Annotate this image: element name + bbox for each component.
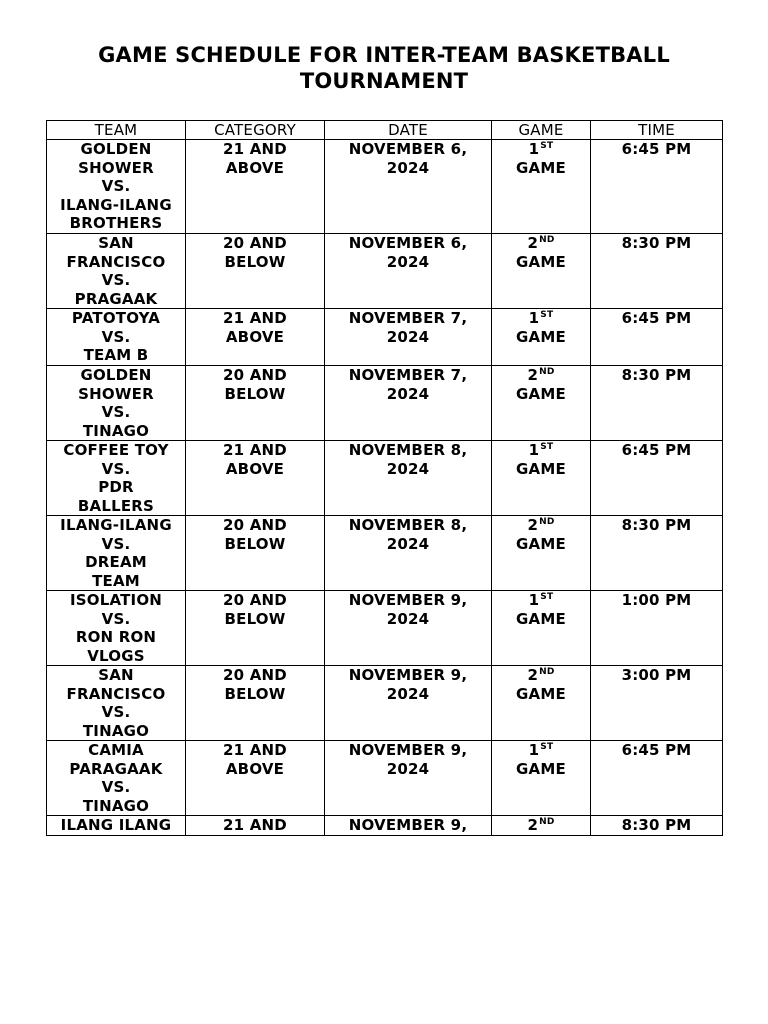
date-cell xyxy=(325,666,492,741)
team-line: ILANG-ILANG xyxy=(60,195,172,214)
game-ordinal-suffix: ST xyxy=(540,442,554,452)
game-cell xyxy=(492,441,591,516)
date-line: 2024 xyxy=(386,158,430,177)
category-cell xyxy=(186,666,325,741)
date-line: 2024 xyxy=(386,384,430,403)
team-line: TINAGO xyxy=(82,421,150,440)
table-row xyxy=(47,441,723,516)
game-number: 1 xyxy=(528,309,540,327)
team-cell xyxy=(47,309,186,366)
team-cell xyxy=(47,816,186,836)
date-line: NOVEMBER 9, xyxy=(348,666,468,684)
team-line: VS. xyxy=(101,778,131,796)
team-line: PATOTOYA xyxy=(71,309,161,327)
team-line: PRAGAAK xyxy=(74,289,158,308)
category-cell xyxy=(186,140,325,234)
game-ordinal-suffix: ST xyxy=(540,592,554,602)
date-line: NOVEMBER 9, xyxy=(348,816,468,834)
game-number: 1 xyxy=(528,140,540,158)
game-word: GAME xyxy=(516,459,566,478)
game-ordinal-suffix: ST xyxy=(540,141,554,151)
game-number: 2 xyxy=(527,516,539,534)
category-line: ABOVE xyxy=(225,158,285,177)
game-number: 1 xyxy=(528,741,540,759)
time-cell: 6:45 PM xyxy=(591,441,723,516)
date-cell xyxy=(325,741,492,816)
category-line: BELOW xyxy=(224,684,286,703)
date-cell xyxy=(325,234,492,309)
date-cell xyxy=(325,516,492,591)
table-row xyxy=(47,309,723,366)
game-word: GAME xyxy=(516,158,566,177)
team-line: VS. xyxy=(101,534,131,553)
game-ordinal-suffix: ND xyxy=(539,517,555,527)
category-cell xyxy=(186,441,325,516)
team-cell xyxy=(47,516,186,591)
team-line: TINAGO xyxy=(82,796,150,815)
table-row xyxy=(47,816,723,836)
team-line: SHOWER xyxy=(78,384,154,403)
game-word: GAME xyxy=(516,327,566,346)
team-cell xyxy=(47,591,186,666)
date-cell xyxy=(325,591,492,666)
date-line: NOVEMBER 8, xyxy=(348,441,468,459)
team-line: VS. xyxy=(101,459,131,478)
header-team: TEAM xyxy=(47,121,186,140)
header-category: CATEGORY xyxy=(186,121,325,140)
team-line: GOLDEN xyxy=(80,366,152,384)
game-ordinal xyxy=(496,441,586,460)
header-date: DATE xyxy=(325,121,492,140)
game-number: 2 xyxy=(527,666,539,684)
game-ordinal xyxy=(496,816,586,835)
team-line: ISOLATION xyxy=(69,591,163,609)
game-ordinal-suffix: ND xyxy=(539,235,555,245)
category-line: 21 AND xyxy=(223,309,287,327)
game-word: GAME xyxy=(516,384,566,403)
category-line: ABOVE xyxy=(225,459,285,478)
team-line: TINAGO xyxy=(82,721,150,740)
date-line: NOVEMBER 6, xyxy=(348,140,468,158)
game-ordinal xyxy=(496,666,586,685)
team-line: VLOGS xyxy=(87,646,145,665)
page-title-line-2: TOURNAMENT xyxy=(299,69,469,93)
team-line: VS. xyxy=(101,271,131,289)
category-cell xyxy=(186,366,325,441)
team-line: COFFEE TOY xyxy=(63,441,169,459)
date-line: NOVEMBER 9, xyxy=(348,741,468,759)
time-cell: 8:30 PM xyxy=(591,366,723,441)
game-ordinal xyxy=(496,309,586,328)
game-cell xyxy=(492,741,591,816)
category-line: ABOVE xyxy=(225,327,285,346)
date-cell xyxy=(325,309,492,366)
team-line: SAN xyxy=(98,234,134,252)
game-cell xyxy=(492,816,591,836)
category-line: BELOW xyxy=(224,609,286,628)
team-line: VS. xyxy=(101,403,131,421)
category-cell xyxy=(186,816,325,836)
table-row xyxy=(47,591,723,666)
category-cell xyxy=(186,234,325,309)
game-ordinal xyxy=(496,591,586,610)
schedule-table xyxy=(46,120,723,836)
date-line: 2024 xyxy=(386,534,430,553)
table-row xyxy=(47,366,723,441)
team-line: BALLERS xyxy=(77,496,155,515)
game-ordinal-suffix: ND xyxy=(539,367,555,377)
game-cell xyxy=(492,140,591,234)
game-word: GAME xyxy=(516,252,566,271)
date-line: NOVEMBER 8, xyxy=(348,516,468,534)
game-ordinal xyxy=(496,234,586,253)
category-line: 21 AND xyxy=(223,441,287,459)
date-line: NOVEMBER 7, xyxy=(348,309,468,327)
game-ordinal xyxy=(496,741,586,760)
time-cell: 1:00 PM xyxy=(591,591,723,666)
game-cell xyxy=(492,234,591,309)
category-line: 20 AND xyxy=(223,516,287,534)
game-cell xyxy=(492,516,591,591)
category-line: 21 AND xyxy=(223,140,287,158)
game-ordinal-suffix: ND xyxy=(539,667,555,677)
date-line: 2024 xyxy=(386,327,430,346)
team-line: PARAGAAK xyxy=(69,759,163,778)
table-row xyxy=(47,741,723,816)
team-line: RON RON xyxy=(75,628,157,646)
time-cell: 6:45 PM xyxy=(591,140,723,234)
date-line: 2024 xyxy=(386,252,430,271)
category-line: BELOW xyxy=(224,384,286,403)
game-cell xyxy=(492,309,591,366)
category-line: 21 AND xyxy=(223,816,287,834)
team-cell xyxy=(47,666,186,741)
schedule-body xyxy=(47,140,723,836)
team-line: VS. xyxy=(101,177,131,195)
team-line: TEAM xyxy=(92,571,140,590)
game-number: 1 xyxy=(528,591,540,609)
category-line: BELOW xyxy=(224,534,286,553)
time-cell: 3:00 PM xyxy=(591,666,723,741)
page-title-line-1: GAME SCHEDULE FOR INTER-TEAM BASKETBALL xyxy=(98,43,670,67)
game-ordinal xyxy=(496,516,586,535)
header-game: GAME xyxy=(492,121,591,140)
game-word: GAME xyxy=(516,534,566,553)
game-number: 2 xyxy=(527,816,539,834)
time-cell: 6:45 PM xyxy=(591,309,723,366)
game-ordinal-suffix: ST xyxy=(540,310,554,320)
game-number: 2 xyxy=(527,234,539,252)
date-line: 2024 xyxy=(386,459,430,478)
date-line: NOVEMBER 6, xyxy=(348,234,468,252)
team-cell xyxy=(47,741,186,816)
game-number: 2 xyxy=(527,366,539,384)
game-cell xyxy=(492,591,591,666)
header-row xyxy=(47,121,723,140)
page-title xyxy=(40,42,728,94)
team-line: ILANG ILANG xyxy=(60,816,172,834)
team-line: VS. xyxy=(101,609,131,628)
table-row xyxy=(47,140,723,234)
category-line: 20 AND xyxy=(223,591,287,609)
date-line: 2024 xyxy=(386,609,430,628)
team-line: SAN xyxy=(98,666,134,684)
game-cell xyxy=(492,666,591,741)
team-line: BROTHERS xyxy=(69,214,163,232)
date-cell xyxy=(325,441,492,516)
team-line: FRANCISCO xyxy=(66,252,166,271)
time-cell: 8:30 PM xyxy=(591,516,723,591)
table-row xyxy=(47,666,723,741)
game-ordinal-suffix: ST xyxy=(540,742,554,752)
team-line: GOLDEN xyxy=(80,140,152,158)
category-cell xyxy=(186,309,325,366)
team-line: SHOWER xyxy=(78,158,154,177)
team-line: FRANCISCO xyxy=(66,684,166,703)
team-line: CAMIA xyxy=(88,741,144,759)
team-cell xyxy=(47,234,186,309)
category-line: 20 AND xyxy=(223,366,287,384)
game-cell xyxy=(492,366,591,441)
team-line: VS. xyxy=(101,703,131,721)
date-line: NOVEMBER 9, xyxy=(348,591,468,609)
team-line: ILANG-ILANG xyxy=(60,516,172,534)
date-line: NOVEMBER 7, xyxy=(348,366,468,384)
team-line: DREAM xyxy=(85,553,147,571)
game-word: GAME xyxy=(516,684,566,703)
game-ordinal xyxy=(496,140,586,159)
table-row xyxy=(47,516,723,591)
game-word: GAME xyxy=(516,759,566,778)
team-line: VS. xyxy=(101,327,131,346)
date-line: 2024 xyxy=(386,684,430,703)
time-cell: 8:30 PM xyxy=(591,234,723,309)
date-cell xyxy=(325,366,492,441)
category-cell xyxy=(186,516,325,591)
category-line: BELOW xyxy=(224,252,286,271)
time-cell: 6:45 PM xyxy=(591,741,723,816)
category-cell xyxy=(186,591,325,666)
game-ordinal xyxy=(496,366,586,385)
header-time: TIME xyxy=(591,121,723,140)
team-cell xyxy=(47,366,186,441)
game-ordinal-suffix: ND xyxy=(539,817,555,827)
date-cell xyxy=(325,816,492,836)
category-line: 21 AND xyxy=(223,741,287,759)
team-cell xyxy=(47,441,186,516)
date-line: 2024 xyxy=(386,759,430,778)
game-word: GAME xyxy=(516,609,566,628)
category-line: 20 AND xyxy=(223,234,287,252)
category-cell xyxy=(186,741,325,816)
table-row xyxy=(47,234,723,309)
category-line: ABOVE xyxy=(225,759,285,778)
date-cell xyxy=(325,140,492,234)
team-line: TEAM B xyxy=(83,346,149,364)
team-cell xyxy=(47,140,186,234)
time-cell: 8:30 PM xyxy=(591,816,723,836)
game-number: 1 xyxy=(528,441,540,459)
team-line: PDR xyxy=(98,478,134,496)
category-line: 20 AND xyxy=(223,666,287,684)
